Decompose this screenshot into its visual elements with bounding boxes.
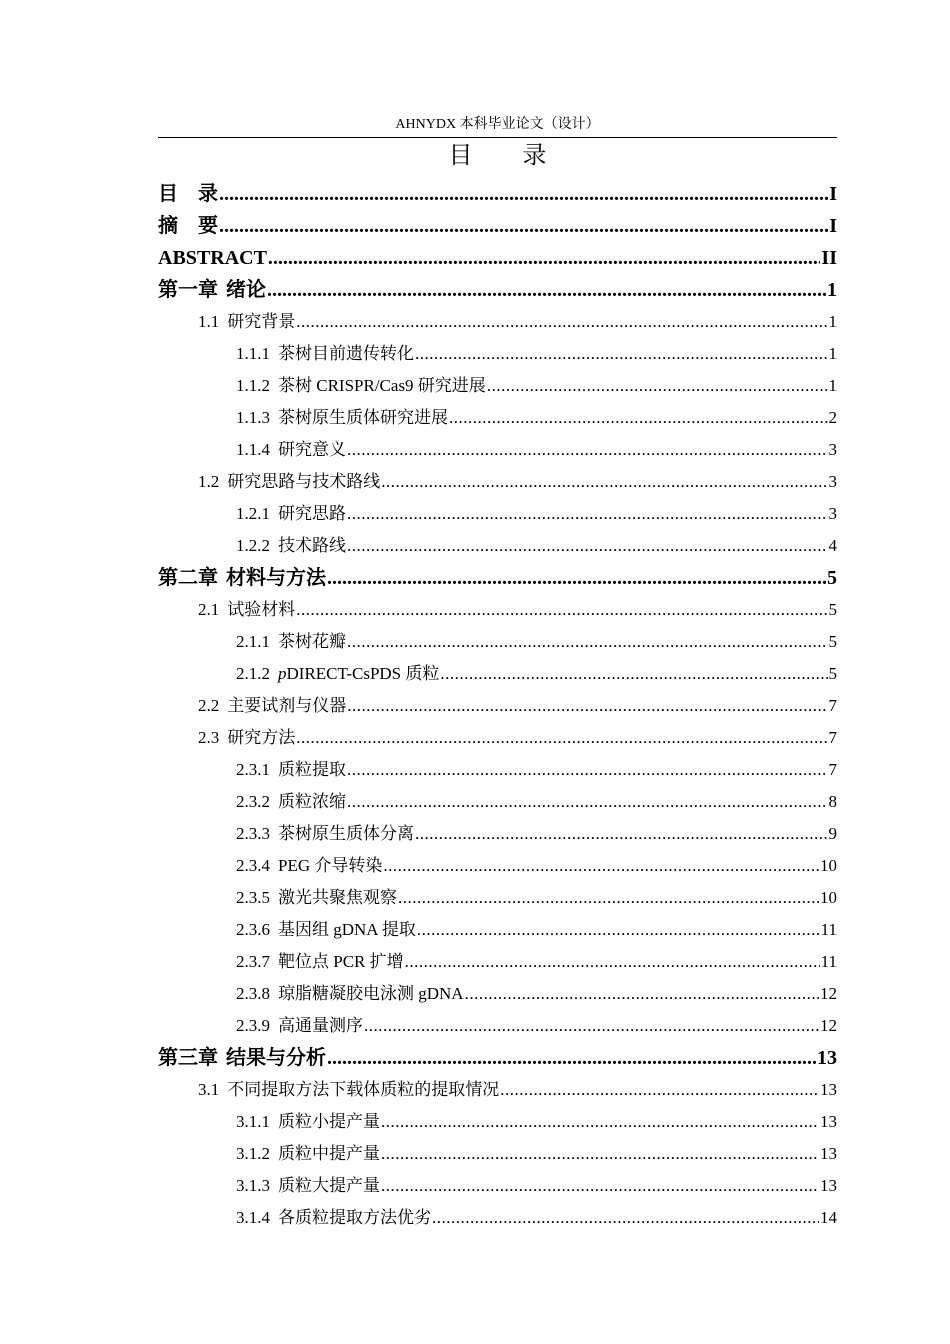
toc-entry-page: 5 (828, 664, 837, 683)
dot-leader (415, 338, 828, 370)
toc-entry-number: 第三章 (158, 1047, 218, 1069)
toc-entry-label-text: 绪论 (226, 279, 266, 301)
toc-entry-page: 3 (828, 504, 837, 523)
toc-entry-label (278, 338, 414, 370)
toc-entry-page: 10 (820, 856, 837, 875)
toc-entry[interactable] (158, 210, 837, 242)
toc-entry-label-text: 不同提取方法下载体质粒的提取情况 (227, 1080, 500, 1099)
toc-entry[interactable] (158, 338, 837, 370)
toc-entry-label-text: 材料与方法 (226, 567, 326, 589)
toc-entry-page: I (829, 183, 837, 205)
toc-entry-number: 2.3.5 (236, 888, 270, 907)
toc-entry-page: 4 (828, 536, 837, 555)
toc-entry-label-italic: p (278, 664, 287, 683)
toc-entry[interactable] (158, 530, 837, 562)
toc-entry-label (227, 1074, 499, 1106)
toc-entry-number: 第二章 (158, 567, 218, 589)
toc-entry-page: 1 (828, 312, 837, 331)
dot-leader (347, 626, 828, 658)
dot-leader (296, 722, 827, 754)
toc-entry-label-text: 技术路线 (278, 536, 346, 555)
toc-entry[interactable] (158, 754, 837, 786)
toc-entry[interactable] (158, 1074, 837, 1106)
toc-entry-page: 13 (820, 1080, 837, 1099)
toc-entry-number: 1.1.2 (236, 376, 270, 395)
toc-entry-number: 3.1 (198, 1080, 220, 1099)
toc-entry[interactable] (158, 1170, 837, 1202)
toc-entry-label-text: PEG 介导转染 (278, 856, 383, 875)
toc-entry-label-text: 质粒提取 (278, 760, 346, 779)
toc-entry-label (278, 1170, 380, 1202)
toc-entry-label (278, 1138, 380, 1170)
toc-entry-label (227, 594, 295, 626)
toc-entry[interactable] (158, 818, 837, 850)
toc-entry[interactable] (158, 434, 837, 466)
toc-entry-number: 2.1 (198, 600, 220, 619)
dot-leader (347, 530, 828, 562)
toc-entry-label (278, 498, 346, 530)
dot-leader (327, 562, 826, 594)
toc-entry[interactable] (158, 978, 837, 1010)
toc-entry-label-text: 茶树目前遗传转化 (278, 344, 414, 363)
toc-entry-label (278, 946, 404, 978)
toc-entry-label-text: ABSTRACT (158, 247, 267, 269)
toc-entry[interactable] (158, 786, 837, 818)
toc-entry-page: 13 (820, 1112, 837, 1131)
toc-entry-label (278, 882, 397, 914)
toc-entry-label-text: 目 录 (158, 183, 218, 205)
dot-leader (219, 178, 828, 210)
toc-entry-number: 2.3.9 (236, 1016, 270, 1035)
toc-entry-label-text: 质粒小提产量 (278, 1112, 380, 1131)
running-header: AHNYDX 本科毕业论文（设计） (395, 117, 600, 132)
toc-entry[interactable] (158, 946, 837, 978)
toc-entry-number: 2.3.3 (236, 824, 270, 843)
toc-entry-number: 2.2 (198, 696, 220, 715)
dot-leader (500, 1074, 819, 1106)
toc-entry-label (278, 850, 382, 882)
toc-entry[interactable] (158, 722, 837, 754)
toc-entry[interactable] (158, 1138, 837, 1170)
toc-entry-label-text: 各质粒提取方法优劣 (278, 1208, 431, 1227)
toc-entry-number: 1.1.4 (236, 440, 270, 459)
toc-entry-page: 8 (828, 792, 837, 811)
toc-entry-label-text: 茶树 CRISPR/Cas9 研究进展 (278, 376, 486, 395)
toc-entry-label (278, 754, 346, 786)
toc-entry-label-text: 研究思路 (278, 504, 346, 523)
header-rule (158, 137, 837, 138)
toc-entry-page: 7 (828, 728, 837, 747)
toc-entry-label-text: 试验材料 (227, 600, 296, 619)
toc-entry-number: 3.1.3 (236, 1176, 270, 1195)
toc-entry-page: 14 (820, 1208, 837, 1227)
toc-entry-page: 1 (828, 344, 837, 363)
toc-entry-label (278, 530, 346, 562)
dot-leader (327, 1042, 816, 1074)
toc-entry-number: 2.3 (198, 728, 220, 747)
dot-leader (465, 978, 819, 1010)
toc-entry-label-text: 茶树原生质体研究进展 (278, 408, 448, 427)
table-of-contents (158, 178, 837, 1234)
toc-entry[interactable] (158, 882, 837, 914)
toc-entry-label (278, 1202, 431, 1234)
dot-leader (432, 1202, 819, 1234)
toc-entry-label (158, 242, 267, 274)
dot-leader (296, 306, 827, 338)
toc-entry-number: 1.2 (198, 472, 220, 491)
toc-entry-label-text: 结果与分析 (226, 1047, 326, 1069)
toc-entry-label (278, 914, 416, 946)
toc-entry-page: 7 (828, 760, 837, 779)
toc-entry-label (227, 466, 380, 498)
toc-entry-label-text: 琼脂糖凝胶电泳测 gDNA (278, 984, 464, 1003)
toc-title: 目 录 (448, 143, 569, 169)
toc-entry-label (158, 178, 218, 210)
toc-entry-page: 5 (828, 600, 837, 619)
toc-entry[interactable] (158, 658, 837, 690)
toc-entry-label-text: 质粒中提产量 (278, 1144, 380, 1163)
toc-entry-page: 5 (828, 632, 837, 651)
dot-leader (381, 1106, 819, 1138)
toc-entry-label-text: 研究方法 (227, 728, 296, 747)
toc-entry-label (278, 402, 448, 434)
dot-leader (487, 370, 828, 402)
toc-entry-label (226, 274, 266, 306)
toc-entry-label-text: 茶树花瓣 (278, 632, 346, 651)
toc-entry-page: 3 (828, 440, 837, 459)
toc-entry-label-text: 茶树原生质体分离 (278, 824, 414, 843)
toc-entry-number: 1.1.1 (236, 344, 270, 363)
toc-entry-number: 1.1 (198, 312, 220, 331)
toc-entry-label (278, 434, 346, 466)
dot-leader (296, 594, 827, 626)
toc-entry-label-text: 摘 要 (158, 215, 218, 237)
toc-entry-page: 12 (820, 1016, 837, 1035)
toc-entry-number: 2.3.4 (236, 856, 270, 875)
toc-entry-label (278, 658, 439, 690)
toc-entry-number: 2.3.6 (236, 920, 270, 939)
toc-entry[interactable] (158, 370, 837, 402)
toc-entry-number: 2.1.1 (236, 632, 270, 651)
toc-entry-label-text: 高通量测序 (278, 1016, 363, 1035)
toc-entry-label (278, 1010, 363, 1042)
toc-entry-page: 13 (820, 1144, 837, 1163)
dot-leader (381, 466, 827, 498)
toc-entry-label (278, 1106, 380, 1138)
toc-entry-number: 1.2.2 (236, 536, 270, 555)
toc-entry-number: 第一章 (158, 279, 218, 301)
toc-entry-page: 13 (817, 1047, 837, 1069)
toc-entry-label-text: 质粒大提产量 (278, 1176, 380, 1195)
toc-entry[interactable] (158, 306, 837, 338)
dot-leader (381, 1170, 819, 1202)
toc-entry-label-text: DIRECT-CsPDS 质粒 (286, 664, 440, 683)
toc-entry-page: 11 (820, 920, 837, 939)
toc-entry-number: 3.1.4 (236, 1208, 270, 1227)
toc-entry-label (226, 562, 326, 594)
toc-entry-number: 1.2.1 (236, 504, 270, 523)
toc-entry-page: 5 (827, 567, 837, 589)
dot-leader (347, 434, 828, 466)
toc-entry[interactable] (158, 626, 837, 658)
toc-entry-label-text: 基因组 gDNA 提取 (278, 920, 416, 939)
toc-entry[interactable] (158, 850, 837, 882)
toc-entry[interactable] (158, 1010, 837, 1042)
toc-entry-label (227, 690, 346, 722)
toc-entry-label-text: 主要试剂与仪器 (227, 696, 347, 715)
toc-entry-page: 13 (820, 1176, 837, 1195)
dot-leader (347, 786, 828, 818)
toc-entry-number: 2.3.2 (236, 792, 270, 811)
dot-leader (347, 690, 827, 722)
toc-entry-label (227, 722, 295, 754)
toc-entry-label (278, 978, 464, 1010)
toc-entry-label-text: 质粒浓缩 (278, 792, 346, 811)
toc-entry-label-text: 激光共聚焦观察 (278, 888, 397, 907)
dot-leader (383, 850, 819, 882)
toc-entry-page: 7 (828, 696, 837, 715)
toc-entry-number: 3.1.2 (236, 1144, 270, 1163)
toc-entry-number: 2.3.8 (236, 984, 270, 1003)
toc-entry-label (278, 786, 346, 818)
toc-entry-page: 9 (828, 824, 837, 843)
toc-entry-page: I (829, 215, 837, 237)
toc-entry-number: 2.3.1 (236, 760, 270, 779)
dot-leader (405, 946, 820, 978)
toc-entry-page: 11 (820, 952, 837, 971)
toc-entry[interactable] (158, 690, 837, 722)
toc-entry-label-text: 靶位点 PCR 扩增 (278, 952, 404, 971)
toc-entry-label (278, 818, 414, 850)
toc-entry-number: 2.3.7 (236, 952, 270, 971)
toc-entry[interactable] (158, 178, 837, 210)
toc-entry[interactable] (158, 1202, 837, 1234)
toc-entry[interactable] (158, 402, 837, 434)
toc-entry[interactable] (158, 1042, 837, 1074)
toc-entry-number: 1.1.3 (236, 408, 270, 427)
toc-entry-page: II (821, 247, 837, 269)
toc-entry-label (278, 370, 486, 402)
toc-entry-page: 12 (820, 984, 837, 1003)
toc-entry-label-text: 研究背景 (227, 312, 296, 331)
toc-entry-page: 3 (828, 472, 837, 491)
dot-leader (347, 498, 828, 530)
toc-entry-label (278, 626, 346, 658)
toc-entry[interactable] (158, 914, 837, 946)
toc-entry[interactable] (158, 466, 837, 498)
toc-entry-page: 1 (828, 376, 837, 395)
dot-leader (381, 1138, 819, 1170)
dot-leader (364, 1010, 819, 1042)
dot-leader (440, 658, 827, 690)
toc-entry-label (227, 306, 295, 338)
toc-entry-number: 3.1.1 (236, 1112, 270, 1131)
toc-entry[interactable] (158, 498, 837, 530)
toc-entry-page: 1 (827, 279, 837, 301)
dot-leader (268, 242, 821, 274)
toc-entry[interactable] (158, 594, 837, 626)
toc-entry[interactable] (158, 562, 837, 594)
dot-leader (415, 818, 828, 850)
dot-leader (267, 274, 826, 306)
toc-entry-number: 2.1.2 (236, 664, 270, 683)
toc-entry-label-text: 研究意义 (278, 440, 346, 459)
toc-entry-label (226, 1042, 326, 1074)
toc-entry-page: 2 (828, 408, 837, 427)
dot-leader (449, 402, 828, 434)
dot-leader (417, 914, 820, 946)
toc-entry[interactable] (158, 274, 837, 306)
toc-entry-page: 10 (820, 888, 837, 907)
dot-leader (219, 210, 828, 242)
dot-leader (398, 882, 819, 914)
toc-entry-label (158, 210, 218, 242)
toc-entry[interactable] (158, 242, 837, 274)
toc-entry-label-text: 研究思路与技术路线 (227, 472, 381, 491)
dot-leader (347, 754, 828, 786)
toc-entry[interactable] (158, 1106, 837, 1138)
